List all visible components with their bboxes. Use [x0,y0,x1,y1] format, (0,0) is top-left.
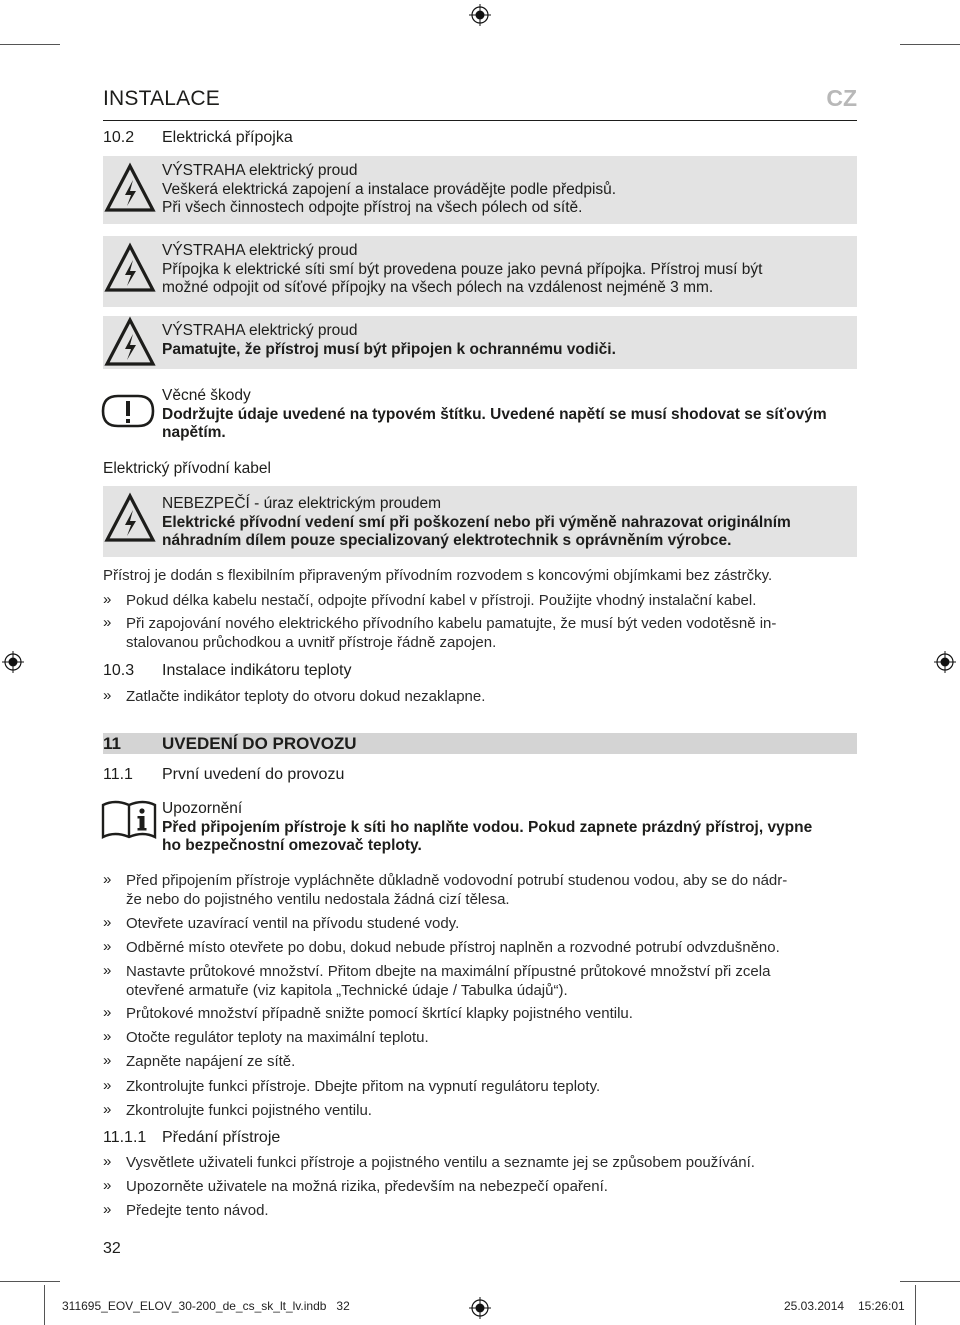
note-title: Upozornění [162,800,243,817]
list-item: Průtokové množství případně snižte pomocí škrtící klapky pojistného ventilu. [126,1005,633,1022]
list-item: Odběrné místo otevřete po dobu, dokud nebude přístroj naplněn a rozvodné potrubí odvzdušněno. [126,939,780,956]
section-title: Instalace indikátoru teploty [162,662,352,679]
bullet-mark: » [103,1004,112,1021]
registration-mark-icon [934,651,956,673]
registration-mark-icon [469,1297,491,1319]
danger-title: NEBEZPEČÍ - úraz elektrickým proudem [162,495,442,512]
warning-text: možné odpojit od síťové přípojky na všech pólech na vzdálenost nejméně 3 mm. [162,279,714,296]
chapter-number: 11 [103,734,121,753]
bullet-mark: » [103,591,112,608]
list-item: Zatlačte indikátor teploty do otvoru dokud nezaklapne. [126,688,486,705]
notice-text: Dodržujte údaje uvedené na typovém štítku. Uvedené napětí se musí shodovat se síťovým [162,405,827,423]
warning-text: Pamatujte, že přístroj musí být připojen k ochrannému vodiči. [162,340,616,358]
bullet-mark: » [103,962,112,979]
bullet-mark: » [103,687,112,704]
list-item: Zapněte napájení ze sítě. [126,1053,296,1070]
bullet-mark: » [103,1101,112,1118]
danger-text: Elektrické přívodní vedení smí při poškození nebo při výměně nahrazovat originálním [162,513,791,531]
section-number: 10.2 [103,129,135,146]
danger-text: náhradním dílem pouze specializovaný elektrotechnik s oprávněním výrobce. [162,532,732,549]
list-item [126,871,846,909]
paragraph: Přístroj je dodán s flexibilním připraveným přívodním rozvodem s koncovými objímkami bez zástrčky. [103,567,773,584]
bullet-mark: » [103,1201,112,1218]
warning-text: Veškerá elektrická zapojení a instalace provádějte podle předpisů. [162,180,617,198]
note-notice [162,800,862,856]
list-item: Otočte regulátor teploty na maximální teplotu. [126,1029,429,1046]
note-text: Před připojením přístroje k síti ho naplňte vodou. Pokud zapnete prázdný přístroj, vypne [162,818,813,836]
list-item-text: Při zapojování nového elektrického přívodního kabelu pamatujte, že musí být veden vodotěsně in- [126,615,777,632]
warning-text: Přípojka k elektrické síti smí být provedena pouze jako pevná přípojka. Přístroj musí být [162,260,763,278]
crop-line-bottom-left [0,1281,60,1282]
list-item [126,591,846,610]
warning-title: VÝSTRAHA elektrický proud [162,162,358,179]
warning-title: VÝSTRAHA elektrický proud [162,322,358,339]
bullet-mark: » [103,914,112,931]
lightning-warning-icon [103,490,157,550]
list-item-text: že nebo do pojistného ventilu nedostala žádná cizí tělesa. [126,891,510,908]
section-number: 10.3 [103,662,135,679]
notice-text: napětím. [162,424,226,441]
language-code: CZ [826,85,857,111]
list-item: Otevřete uzavírací ventil na přívodu studené vody. [126,915,460,932]
bullet-mark: » [103,1153,112,1170]
material-damage-notice [162,387,862,443]
list-item: Zkontrolujte funkci pojistného ventilu. [126,1102,372,1119]
danger-box [103,486,857,557]
warning-box [103,156,857,224]
page-header-title: INSTALACE [103,87,220,110]
exclamation-icon [100,392,156,430]
bullet-mark: » [103,614,112,631]
list-item: Vysvětlete uživateli funkci přístroje a pojistného ventilu a seznamte jej se způsobem používání. [126,1154,755,1171]
list-item: Zkontrolujte funkci přístroje. Dbejte přitom na vypnutí regulátoru teploty. [126,1078,601,1095]
bullet-mark: » [103,871,112,888]
footer-time: 15:26:01 [858,1299,905,1313]
notice-title: Věcné škody [162,387,251,404]
list-item-text: Pokud délka kabelu nestačí, odpojte přívodní kabel v přístroji. Použijte vhodný instalační kabel. [126,592,757,609]
crop-line-top-right [900,44,960,45]
registration-mark-icon [469,4,491,26]
bullet-mark: » [103,1177,112,1194]
list-item: Předejte tento návod. [126,1202,269,1219]
list-item-text: otevřené armatuře (viz kapitola „Technické údaje / Tabulka údajů“). [126,982,568,999]
crop-line-bottom-right [900,1281,960,1282]
section-title: Předání přístroje [162,1129,281,1146]
warning-title: VÝSTRAHA elektrický proud [162,242,358,259]
bullet-mark: » [103,1052,112,1069]
footer-date: 25.03.2014 [784,1299,845,1313]
note-text: ho bezpečnostní omezovač teploty. [162,837,422,854]
section-number: 11.1.1 [103,1129,147,1146]
chapter-title: UVEDENÍ DO PROVOZU [162,734,357,753]
list-item-text: stalovanou průchodkou a uvnitř přístroje řádně zapojen. [126,634,497,651]
lightning-warning-icon [103,314,157,374]
crop-line-top-left [0,44,60,45]
registration-mark-icon [2,651,24,673]
subheading: Elektrický přívodní kabel [103,460,271,477]
crop-line-left-vertical [44,1285,45,1325]
chapter-heading-bar [103,733,857,754]
section-title: První uvedení do provozu [162,766,345,783]
warning-box [103,236,857,307]
footer-file-name: 311695_EOV_ELOV_30-200_de_cs_sk_lt_lv.indb 32 [62,1299,350,1313]
page-number: 32 [103,1240,121,1257]
bullet-mark: » [103,938,112,955]
bullet-mark: » [103,1028,112,1045]
list-item: Upozorněte uživatele na možná rizika, především na nebezpečí opaření. [126,1178,608,1195]
list-item-text: Před připojením přístroje vypláchněte důkladně vodovodní potrubí studenou vodou, aby se do nádr- [126,872,788,889]
section-title: Elektrická přípojka [162,129,293,146]
warning-text: Při všech činnostech odpojte přístroj na všech pólech od sítě. [162,199,583,216]
lightning-warning-icon [103,160,157,220]
crop-line-right-vertical [915,1285,916,1325]
list-item [126,614,846,652]
warning-box [103,316,857,369]
lightning-warning-icon [103,240,157,300]
section-number: 11.1 [103,766,133,783]
bullet-mark: » [103,1077,112,1094]
list-item [126,962,846,1000]
list-item-text: Nastavte průtokové množství. Přitom dbejte na maximální přípustné průtokové množství při zcela [126,963,771,980]
book-info-icon [100,799,158,841]
header-divider [103,120,857,121]
